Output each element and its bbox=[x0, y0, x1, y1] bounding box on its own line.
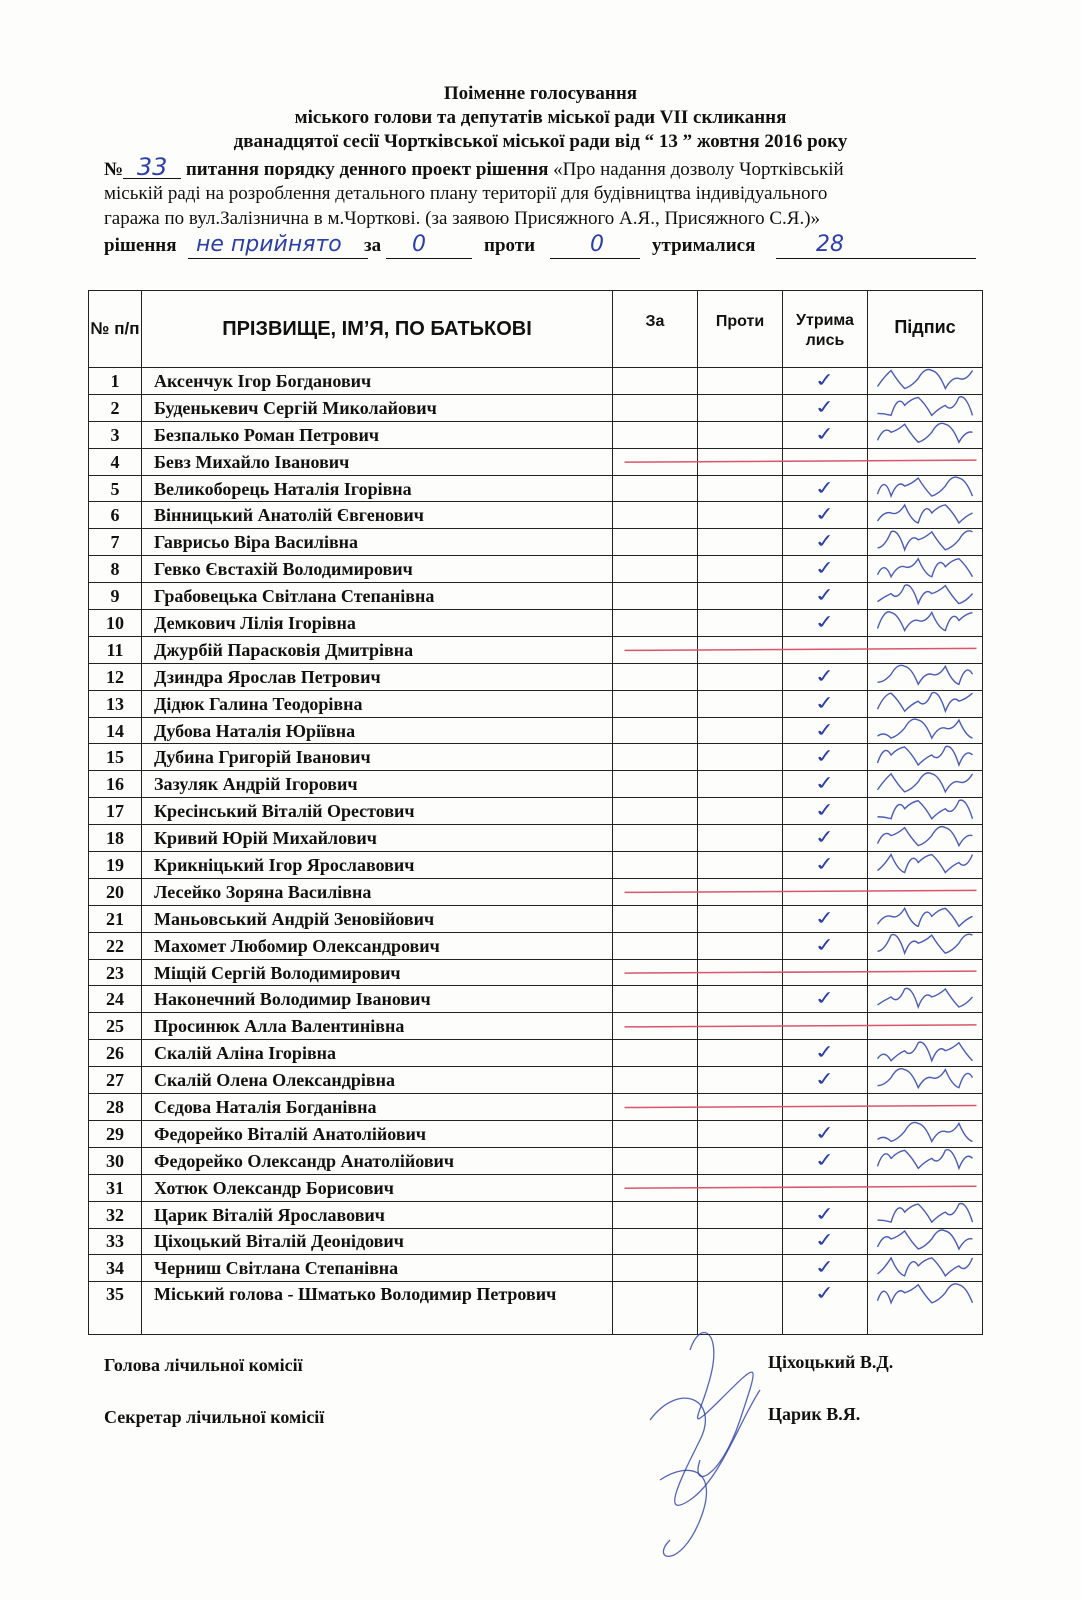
abst-label: утрималися bbox=[652, 235, 756, 256]
row-signature bbox=[868, 986, 983, 1013]
checkmark-icon: ✓ bbox=[812, 745, 838, 769]
row-abstained bbox=[783, 1094, 868, 1121]
row-abstained bbox=[783, 690, 868, 717]
row-name: Дубина Григорій Іванович bbox=[142, 744, 613, 771]
agenda-number-prefix: № bbox=[104, 159, 124, 180]
row-za bbox=[613, 610, 698, 637]
checkmark-icon: ✓ bbox=[812, 1229, 838, 1253]
row-za bbox=[613, 1094, 698, 1121]
row-signature bbox=[868, 502, 983, 529]
row-name: Лесейко Зоряна Василівна bbox=[142, 878, 613, 905]
checkmark-icon: ✓ bbox=[812, 799, 838, 823]
row-za bbox=[613, 1040, 698, 1067]
row-za bbox=[613, 798, 698, 825]
row-signature bbox=[868, 368, 983, 395]
table-row bbox=[89, 583, 983, 610]
row-signature bbox=[868, 475, 983, 502]
chair-label: Голова лічильної комісії bbox=[104, 1355, 303, 1375]
row-abstained bbox=[783, 583, 868, 610]
row-signature bbox=[868, 798, 983, 825]
abst-handwritten: 28 bbox=[816, 232, 844, 257]
row-number: 7 bbox=[89, 529, 142, 556]
row-name: Вінницький Анатолій Євгенович bbox=[142, 502, 613, 529]
row-name: Кресінський Віталій Орестович bbox=[142, 798, 613, 825]
row-name: Міський голова - Шматько Володимир Петрович bbox=[142, 1282, 613, 1335]
table-row bbox=[89, 1120, 983, 1147]
row-name: Великоборець Наталія Ігорівна bbox=[142, 475, 613, 502]
row-signature bbox=[868, 394, 983, 421]
table-row bbox=[89, 368, 983, 395]
table-row bbox=[89, 394, 983, 421]
row-number: 31 bbox=[89, 1174, 142, 1201]
row-signature bbox=[868, 932, 983, 959]
row-number: 16 bbox=[89, 771, 142, 798]
agenda-line-3: гаража по вул.Залізнична в м.Чорткові. (за заявою Присяжного А.Я., Присяжного С.Я.)» bbox=[104, 208, 821, 229]
row-name: Наконечний Володимир Іванович bbox=[142, 986, 613, 1013]
table-row bbox=[89, 1040, 983, 1067]
checkmark-icon: ✓ bbox=[812, 664, 838, 688]
row-abstained bbox=[783, 1174, 868, 1201]
row-abstained bbox=[783, 744, 868, 771]
table-row bbox=[89, 636, 983, 663]
row-za bbox=[613, 529, 698, 556]
table-row bbox=[89, 1013, 983, 1040]
row-abstained bbox=[783, 932, 868, 959]
commission-signature bbox=[650, 1390, 760, 1505]
row-abstained bbox=[783, 959, 868, 986]
row-signature bbox=[868, 878, 983, 905]
row-signature bbox=[868, 959, 983, 986]
row-abstained bbox=[783, 663, 868, 690]
row-abstained bbox=[783, 1201, 868, 1228]
row-abstained bbox=[783, 475, 868, 502]
row-name: Дзиндра Ярослав Петрович bbox=[142, 663, 613, 690]
row-signature bbox=[868, 1147, 983, 1174]
row-za bbox=[613, 932, 698, 959]
row-za bbox=[613, 878, 698, 905]
row-number: 32 bbox=[89, 1201, 142, 1228]
row-number: 28 bbox=[89, 1094, 142, 1121]
checkmark-icon: ✓ bbox=[812, 906, 838, 930]
checkmark-icon: ✓ bbox=[812, 1202, 838, 1226]
row-signature bbox=[868, 610, 983, 637]
table-row bbox=[89, 1174, 983, 1201]
agenda-number-handwritten: 33 bbox=[123, 156, 181, 179]
table-row bbox=[89, 1067, 983, 1094]
row-name: Федорейко Олександр Анатолійович bbox=[142, 1147, 613, 1174]
row-za bbox=[613, 744, 698, 771]
row-za bbox=[613, 663, 698, 690]
checkmark-icon: ✓ bbox=[812, 1282, 838, 1306]
row-number: 11 bbox=[89, 636, 142, 663]
row-za bbox=[613, 636, 698, 663]
table-row bbox=[89, 502, 983, 529]
row-abstained bbox=[783, 1040, 868, 1067]
commission-signature bbox=[690, 1333, 753, 1477]
row-za bbox=[613, 583, 698, 610]
table-row bbox=[89, 421, 983, 448]
row-za bbox=[613, 556, 698, 583]
row-number: 6 bbox=[89, 502, 142, 529]
checkmark-icon: ✓ bbox=[812, 530, 838, 554]
row-name: Демкович Лілія Ігорівна bbox=[142, 610, 613, 637]
decision-result-line bbox=[188, 258, 368, 259]
row-abstained bbox=[783, 368, 868, 395]
row-abstained bbox=[783, 448, 868, 475]
table-row bbox=[89, 1201, 983, 1228]
row-number: 2 bbox=[89, 394, 142, 421]
row-abstained bbox=[783, 1013, 868, 1040]
header-abstained: Утрима лись bbox=[783, 291, 868, 368]
row-name: Зазуляк Андрій Ігорович bbox=[142, 771, 613, 798]
row-za bbox=[613, 368, 698, 395]
row-signature bbox=[868, 852, 983, 879]
row-number: 1 bbox=[89, 368, 142, 395]
row-abstained bbox=[783, 986, 868, 1013]
table-row bbox=[89, 905, 983, 932]
table-row bbox=[89, 1094, 983, 1121]
row-abstained bbox=[783, 1282, 868, 1335]
checkmark-icon: ✓ bbox=[812, 1041, 838, 1065]
row-name: Скалій Олена Олександрівна bbox=[142, 1067, 613, 1094]
row-number: 20 bbox=[89, 878, 142, 905]
row-signature bbox=[868, 636, 983, 663]
row-name: Міщій Сергій Володимирович bbox=[142, 959, 613, 986]
row-number: 15 bbox=[89, 744, 142, 771]
row-za bbox=[613, 825, 698, 852]
row-za bbox=[613, 394, 698, 421]
row-za bbox=[613, 475, 698, 502]
checkmark-icon: ✓ bbox=[812, 718, 838, 742]
voting-table bbox=[88, 290, 983, 1335]
row-abstained bbox=[783, 798, 868, 825]
row-name: Кривий Юрій Михайлович bbox=[142, 825, 613, 852]
row-name: Джурбій Парасковія Дмитрівна bbox=[142, 636, 613, 663]
row-signature bbox=[868, 1067, 983, 1094]
row-name: Махомет Любомир Олександрович bbox=[142, 932, 613, 959]
table-body bbox=[89, 368, 983, 1335]
row-za bbox=[613, 421, 698, 448]
row-number: 25 bbox=[89, 1013, 142, 1040]
table-row bbox=[89, 932, 983, 959]
table-row bbox=[89, 529, 983, 556]
row-abstained bbox=[783, 529, 868, 556]
row-name: Бевз Михайло Іванович bbox=[142, 448, 613, 475]
row-za bbox=[613, 448, 698, 475]
row-number: 19 bbox=[89, 852, 142, 879]
row-za bbox=[613, 905, 698, 932]
row-signature bbox=[868, 1120, 983, 1147]
header-signature: Підпис bbox=[868, 291, 983, 368]
checkmark-icon: ✓ bbox=[812, 691, 838, 715]
row-name: Аксенчук Ігор Богданович bbox=[142, 368, 613, 395]
abst-line bbox=[776, 258, 976, 259]
row-abstained bbox=[783, 610, 868, 637]
row-name: Ціхоцький Віталій Деонідович bbox=[142, 1228, 613, 1255]
row-name: Федорейко Віталій Анатолійович bbox=[142, 1120, 613, 1147]
row-name: Скалій Аліна Ігорівна bbox=[142, 1040, 613, 1067]
row-number: 21 bbox=[89, 905, 142, 932]
row-name: Крикніцький Ігор Ярославович bbox=[142, 852, 613, 879]
table-row bbox=[89, 798, 983, 825]
agenda-lead: питання порядку денного проект рішення bbox=[181, 159, 554, 180]
row-name: Безпалько Роман Петрович bbox=[142, 421, 613, 448]
agenda-line-1 bbox=[104, 153, 1004, 182]
za-label: за bbox=[364, 235, 382, 256]
row-name: Просинюк Алла Валентинівна bbox=[142, 1013, 613, 1040]
row-number: 13 bbox=[89, 690, 142, 717]
checkmark-icon: ✓ bbox=[812, 476, 838, 500]
row-signature bbox=[868, 744, 983, 771]
row-abstained bbox=[783, 1228, 868, 1255]
row-name: Буденькевич Сергій Миколайович bbox=[142, 394, 613, 421]
checkmark-icon: ✓ bbox=[812, 1068, 838, 1092]
row-number: 34 bbox=[89, 1255, 142, 1282]
row-za bbox=[613, 1228, 698, 1255]
row-number: 4 bbox=[89, 448, 142, 475]
row-za bbox=[613, 1067, 698, 1094]
row-number: 33 bbox=[89, 1228, 142, 1255]
checkmark-icon: ✓ bbox=[812, 987, 838, 1011]
row-number: 18 bbox=[89, 825, 142, 852]
row-signature bbox=[868, 1228, 983, 1255]
checkmark-icon: ✓ bbox=[812, 1121, 838, 1145]
row-name: Грабовецька Світлана Степанівна bbox=[142, 583, 613, 610]
checkmark-icon: ✓ bbox=[812, 1256, 838, 1280]
agenda-line-2: міській раді на розроблення детального плану території для будівництва індивідуального bbox=[104, 183, 828, 204]
row-abstained bbox=[783, 878, 868, 905]
checkmark-icon: ✓ bbox=[812, 1148, 838, 1172]
row-number: 22 bbox=[89, 932, 142, 959]
table-row bbox=[89, 448, 983, 475]
row-za bbox=[613, 502, 698, 529]
row-signature bbox=[868, 1174, 983, 1201]
table-row bbox=[89, 986, 983, 1013]
header-name: ПРІЗВИЩЕ, ІМ’Я, ПО БАТЬКОВІ bbox=[142, 291, 613, 368]
row-signature bbox=[868, 556, 983, 583]
proty-handwritten: 0 bbox=[590, 232, 604, 257]
row-abstained bbox=[783, 421, 868, 448]
row-signature bbox=[868, 1013, 983, 1040]
row-abstained bbox=[783, 636, 868, 663]
proty-label: проти bbox=[484, 235, 536, 256]
row-za bbox=[613, 852, 698, 879]
row-abstained bbox=[783, 905, 868, 932]
table-row bbox=[89, 1147, 983, 1174]
header-no: № п/п bbox=[89, 291, 142, 368]
row-signature bbox=[868, 1094, 983, 1121]
table-row bbox=[89, 1255, 983, 1282]
proty-line bbox=[550, 258, 640, 259]
row-name: Дідюк Галина Теодорівна bbox=[142, 690, 613, 717]
row-number: 14 bbox=[89, 717, 142, 744]
row-number: 23 bbox=[89, 959, 142, 986]
row-number: 24 bbox=[89, 986, 142, 1013]
row-number: 12 bbox=[89, 663, 142, 690]
row-abstained bbox=[783, 1120, 868, 1147]
table-row bbox=[89, 959, 983, 986]
row-za bbox=[613, 1013, 698, 1040]
row-abstained bbox=[783, 1067, 868, 1094]
row-name: Дубова Наталія Юріївна bbox=[142, 717, 613, 744]
za-line bbox=[386, 258, 472, 259]
row-signature bbox=[868, 717, 983, 744]
row-number: 5 bbox=[89, 475, 142, 502]
row-abstained bbox=[783, 1147, 868, 1174]
row-number: 9 bbox=[89, 583, 142, 610]
row-za bbox=[613, 1201, 698, 1228]
row-signature bbox=[868, 448, 983, 475]
row-abstained bbox=[783, 394, 868, 421]
checkmark-icon: ✓ bbox=[812, 557, 838, 581]
decision-label: рішення bbox=[104, 235, 177, 256]
checkmark-icon: ✓ bbox=[812, 422, 838, 446]
checkmark-icon: ✓ bbox=[812, 853, 838, 876]
table-row bbox=[89, 475, 983, 502]
row-abstained bbox=[783, 1255, 868, 1282]
agenda-text-1: «Про надання дозволу Чортківській bbox=[553, 159, 844, 180]
row-signature bbox=[868, 1255, 983, 1282]
decision-result-handwritten: не прийнято bbox=[196, 232, 342, 257]
row-proty bbox=[698, 1013, 783, 1040]
row-name: Маньовський Андрій Зеновійович bbox=[142, 905, 613, 932]
row-za bbox=[613, 1174, 698, 1201]
row-signature bbox=[868, 905, 983, 932]
title: Поіменне голосування bbox=[443, 83, 638, 104]
row-abstained bbox=[783, 717, 868, 744]
row-number: 27 bbox=[89, 1067, 142, 1094]
row-signature bbox=[868, 421, 983, 448]
row-abstained bbox=[783, 771, 868, 798]
row-za bbox=[613, 717, 698, 744]
table-row bbox=[89, 556, 983, 583]
row-name: Царик Віталій Ярославович bbox=[142, 1201, 613, 1228]
checkmark-icon: ✓ bbox=[812, 503, 838, 527]
za-handwritten: 0 bbox=[412, 232, 426, 257]
chair-name: Ціхоцький В.Д. bbox=[768, 1352, 894, 1372]
table-row bbox=[89, 771, 983, 798]
subtitle-council: міського голови та депутатів міської ради VII скликання bbox=[294, 107, 787, 128]
row-signature bbox=[868, 663, 983, 690]
table-row bbox=[89, 610, 983, 637]
header-proty: Проти bbox=[698, 291, 783, 368]
checkmark-icon: ✓ bbox=[812, 584, 838, 608]
table-row bbox=[89, 717, 983, 744]
checkmark-icon: ✓ bbox=[812, 772, 838, 796]
row-name: Гаврисьо Віра Василівна bbox=[142, 529, 613, 556]
table-row bbox=[89, 878, 983, 905]
row-name: Гевко Євстахій Володимирович bbox=[142, 556, 613, 583]
checkmark-icon: ✓ bbox=[812, 933, 838, 957]
row-name: Черниш Світлана Степанівна bbox=[142, 1255, 613, 1282]
table-row bbox=[89, 825, 983, 852]
row-signature bbox=[868, 583, 983, 610]
header-za: За bbox=[613, 291, 698, 368]
row-number: 17 bbox=[89, 798, 142, 825]
row-abstained bbox=[783, 556, 868, 583]
checkmark-icon: ✓ bbox=[812, 826, 838, 850]
row-signature bbox=[868, 1282, 983, 1335]
row-signature bbox=[868, 1040, 983, 1067]
table-row bbox=[89, 663, 983, 690]
checkmark-icon: ✓ bbox=[812, 611, 838, 634]
decision-row bbox=[104, 232, 1004, 265]
row-number: 3 bbox=[89, 421, 142, 448]
table-row bbox=[89, 852, 983, 879]
table-row bbox=[89, 1282, 983, 1335]
row-za bbox=[613, 959, 698, 986]
row-number: 29 bbox=[89, 1120, 142, 1147]
row-number: 30 bbox=[89, 1147, 142, 1174]
row-signature bbox=[868, 771, 983, 798]
row-signature bbox=[868, 825, 983, 852]
row-za bbox=[613, 986, 698, 1013]
row-number: 10 bbox=[89, 610, 142, 637]
row-za bbox=[613, 690, 698, 717]
table-row bbox=[89, 690, 983, 717]
table-row bbox=[89, 1228, 983, 1255]
secretary-label: Секретар лічильної комісії bbox=[104, 1407, 325, 1427]
checkmark-icon: ✓ bbox=[812, 395, 838, 419]
row-za bbox=[613, 1120, 698, 1147]
row-signature bbox=[868, 529, 983, 556]
row-za bbox=[613, 1282, 698, 1335]
row-abstained bbox=[783, 825, 868, 852]
row-za bbox=[613, 1147, 698, 1174]
row-signature bbox=[868, 1201, 983, 1228]
commission-signature bbox=[660, 1470, 706, 1556]
row-za bbox=[613, 1255, 698, 1282]
row-abstained bbox=[783, 852, 868, 879]
row-signature bbox=[868, 690, 983, 717]
table-row bbox=[89, 744, 983, 771]
row-name: Сєдова Наталія Богданівна bbox=[142, 1094, 613, 1121]
row-za bbox=[613, 771, 698, 798]
subtitle-session: дванадцятої сесії Чортківської міської ради від “ 13 ” жовтня 2016 року bbox=[233, 131, 848, 152]
checkmark-icon: ✓ bbox=[812, 368, 838, 392]
table-header-row bbox=[89, 291, 983, 368]
row-abstained bbox=[783, 502, 868, 529]
row-number: 26 bbox=[89, 1040, 142, 1067]
row-number: 35 bbox=[89, 1282, 142, 1335]
row-name: Хотюк Олександр Борисович bbox=[142, 1174, 613, 1201]
row-number: 8 bbox=[89, 556, 142, 583]
secretary-name: Царик В.Я. bbox=[768, 1404, 861, 1424]
